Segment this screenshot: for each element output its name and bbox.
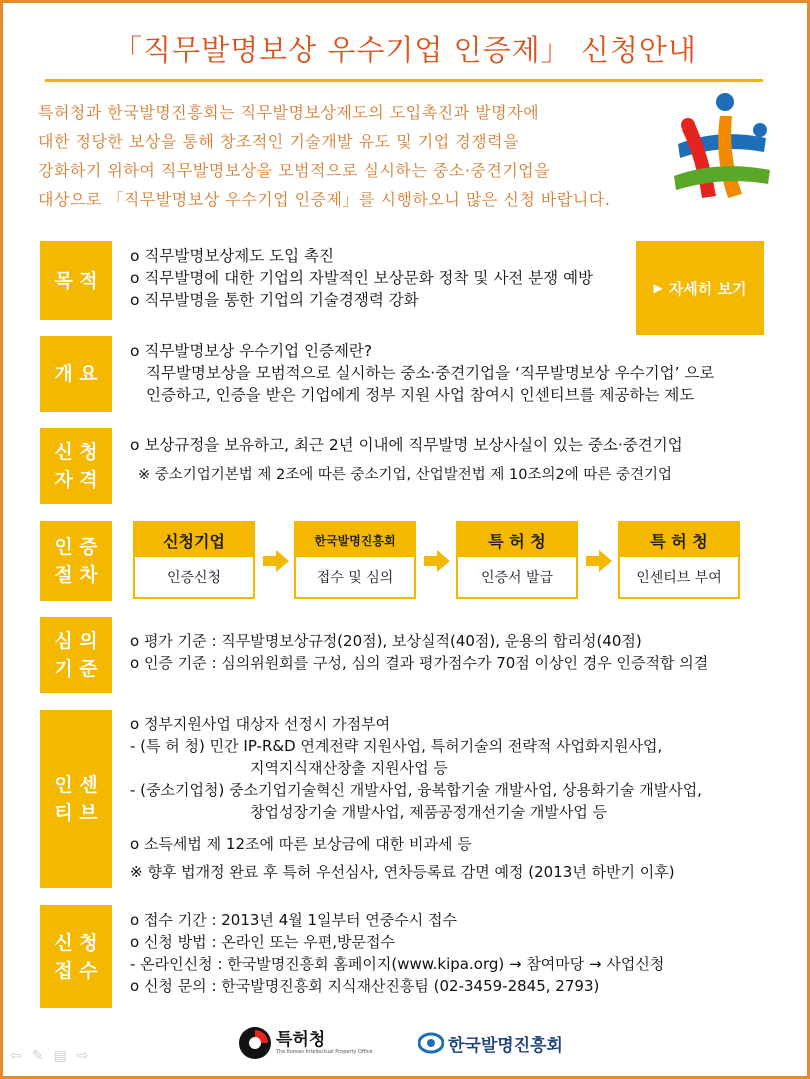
criteria-line: o 평가 기준 : 직무발명보상규정(20점), 보상실적(40점), 운용의 합리성(40점) (130, 632, 642, 650)
slide-nav (10, 1048, 88, 1064)
procedure-step (133, 521, 255, 599)
intro-line: 대상으로 「직무발명보상 우수기업 인증제」를 시행하오니 많은 신청 바랍니다. (38, 190, 611, 209)
incentive-line: 창업성장기술 개발사업, 제품공정개선기술 개발사업 등 (250, 803, 608, 821)
kipo-emblem-icon (238, 1026, 272, 1060)
step-desc: 인증신청 (166, 570, 222, 586)
label-text: 인 센 (54, 774, 98, 796)
incentive-content (130, 713, 702, 883)
step-title: 한국발명진흥회 (296, 523, 414, 557)
application-line: o 신청 문의 : 한국발명진흥회 지식재산진흥팀 (02-3459-2845, 2793) (130, 977, 600, 995)
incentive-line: - (특 허 청) 민간 IP-R&D 연계전략 지원사업, 특허기술의 전략적 사업화지원사업, (130, 737, 663, 755)
application-line: - 온라인신청 : 한국발명진흥회 홈페이지(www.kipa.org) → 참여마당 → 사업신청 (130, 955, 665, 973)
section-label-overview (40, 336, 112, 412)
incentive-note: ※ 향후 법개정 완료 후 특허 우선심사, 연차등록료 감면 예정 (2013년 하반기 이후) (130, 863, 675, 881)
incentive-line: o 정부지원사업 대상자 선정시 가점부여 (130, 715, 391, 733)
kipa-emblem-icon (418, 1030, 444, 1056)
application-content (130, 909, 664, 997)
intro-paragraph (38, 98, 688, 214)
kipo-logo (238, 1026, 373, 1060)
criteria-line: o 인증 기준 : 심의위원회를 구성, 심의 결과 평가점수가 70점 이상인 경우 인증적합 의결 (130, 654, 709, 672)
overview-line: 직무발명보상을 모범적으로 실시하는 중소·중견기업을 ‘직무발명보상 우수기업’ 으로 (146, 364, 715, 382)
step-title: 특 허 청 (458, 523, 576, 557)
step-desc: 접수 및 심의 (316, 570, 394, 586)
criteria-content (130, 630, 708, 674)
procedure-step (456, 521, 578, 599)
label-text: 티 브 (54, 802, 98, 824)
label-text: 신 청 (54, 931, 98, 954)
section-label-purpose (40, 241, 112, 320)
arrow-right-icon (586, 550, 612, 572)
label-text: 접 수 (54, 959, 98, 982)
overview-line: 인증하고, 인증을 받은 기업에게 정부 지원 사업 참여시 인센티브를 제공하는 제도 (146, 386, 695, 404)
kipo-logo-text: 특허청 (276, 1030, 326, 1050)
application-line: o 접수 기간 : 2013년 4월 1일부터 연중수시 접수 (130, 911, 457, 929)
section-label-application (40, 905, 112, 1008)
purpose-line: o 직무발명을 통한 기업의 기술경쟁력 강화 (130, 291, 419, 309)
purpose-line: o 직무발명보상제도 도입 촉진 (130, 247, 334, 265)
step-title: 특 허 청 (620, 523, 738, 557)
label-text: 절 차 (54, 564, 98, 586)
cross-logo-art-icon (668, 92, 778, 207)
label-text: 신 청 (54, 441, 98, 463)
section-label-eligibility (40, 428, 112, 504)
procedure-step (294, 521, 416, 599)
footer-logos (0, 1026, 810, 1068)
arrow-right-icon (263, 550, 289, 572)
menu-icon[interactable]: ▤ (53, 1048, 67, 1064)
incentive-line: o 소득세법 제 12조에 따른 보상금에 대한 비과세 등 (130, 835, 472, 853)
label-text: 목 적 (54, 269, 98, 292)
title-divider (45, 79, 763, 82)
overview-content (130, 340, 714, 406)
incentive-line: 지역지식재산창출 지원사업 등 (250, 759, 448, 777)
page-title: 「직무발명보상 우수기업 인증제」 신청안내 (113, 33, 697, 67)
next-arrow-icon[interactable]: ⇨ (76, 1048, 89, 1064)
purpose-content (130, 245, 593, 311)
section-label-procedure (40, 521, 112, 601)
section-label-incentive (40, 710, 112, 888)
intro-line: 강화하기 위하여 직무발명보상을 모범적으로 실시하는 중소·중견기업을 (38, 161, 551, 180)
kipa-logo-text: 한국발명진흥회 (448, 1035, 563, 1056)
purpose-line: o 직무발명에 대한 기업의 자발적인 보상문화 정착 및 사전 분쟁 예방 (130, 269, 594, 287)
play-triangle-icon: ▶ (653, 281, 663, 295)
label-text: 심 의 (54, 630, 98, 652)
label-text: 기 준 (54, 658, 98, 680)
overview-line: o 직무발명보상 우수기업 인증제란? (130, 342, 373, 360)
step-desc: 인센티브 부여 (636, 570, 722, 586)
prev-arrow-icon[interactable]: ⇦ (10, 1048, 22, 1064)
incentive-line: - (중소기업청) 중소기업기술혁신 개발사업, 융복합기술 개발사업, 상용화기술 개발사업, (130, 781, 702, 799)
eligibility-note: ※ 중소기업기본법 제 2조에 따른 중소기업, 산업발전법 제 10조의2에 따른 중견기업 (138, 467, 672, 483)
step-desc: 인증서 발급 (480, 570, 554, 586)
eligibility-content (130, 434, 683, 486)
eligibility-line: o 보상규정을 보유하고, 최근 2년 이내에 직무발명 보상사실이 있는 중소·중견기업 (130, 436, 683, 454)
application-line: o 신청 방법 : 온라인 또는 우편,방문접수 (130, 933, 395, 951)
intro-line: 대한 정당한 보상을 통해 창조적인 기술개발 유도 및 기업 경쟁력을 (38, 132, 520, 151)
kipo-logo-subtext: The Korean Intellectual Property Office (276, 1049, 373, 1055)
label-text: 인 증 (54, 536, 98, 558)
label-text: 개 요 (54, 363, 98, 385)
label-text: 자 격 (54, 469, 98, 491)
intro-line: 특허청과 한국발명진흥회는 직무발명보상제도의 도입촉진과 발명자에 (38, 103, 540, 122)
step-title: 신청기업 (135, 523, 253, 557)
procedure-step (618, 521, 740, 599)
arrow-right-icon (424, 550, 450, 572)
more-details-button[interactable] (636, 241, 764, 335)
section-label-criteria (40, 617, 112, 693)
pen-icon[interactable]: ✎ (31, 1048, 44, 1064)
more-details-label: 자세히 보기 (668, 279, 747, 298)
kipa-logo (418, 1030, 563, 1056)
